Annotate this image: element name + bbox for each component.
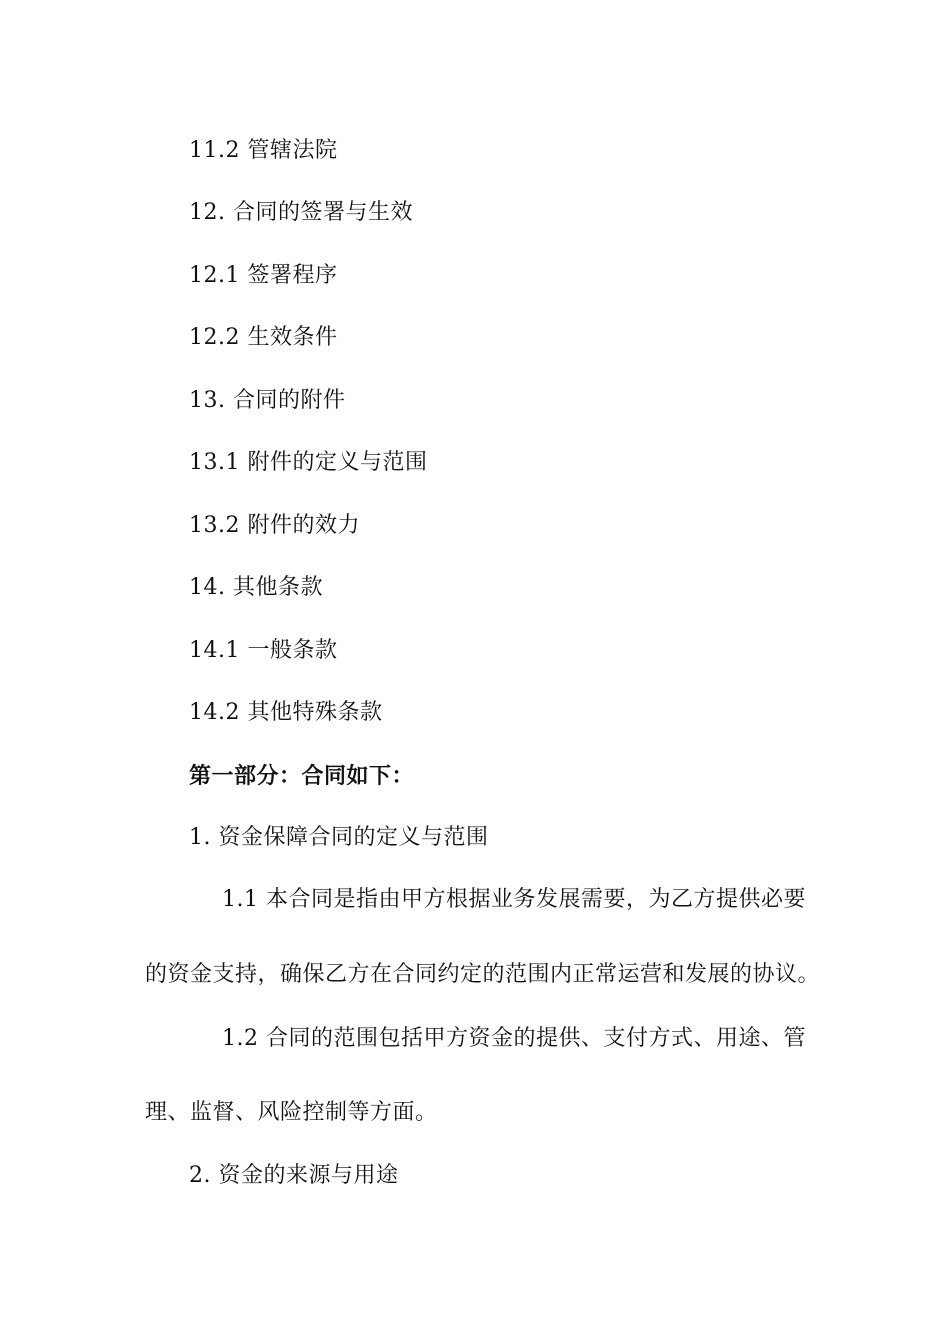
toc-item-13: 13. 合同的附件 — [189, 388, 346, 413]
toc-item-14-1: 14.1 一般条款 — [189, 638, 338, 663]
toc-item-12-1: 12.1 签署程序 — [189, 263, 338, 288]
clause-1-2-line-2: 理、监督、风险控制等方面。 — [145, 1100, 438, 1125]
clause-1-1-line-2: 的资金支持，确保乙方在合同约定的范围内正常运营和发展的协议。 — [145, 962, 821, 987]
toc-item-11-2: 11.2 管辖法院 — [189, 138, 338, 163]
toc-item-12: 12. 合同的签署与生效 — [189, 200, 413, 225]
toc-item-14-2: 14.2 其他特殊条款 — [189, 700, 383, 725]
section-1-heading: 1. 资金保障合同的定义与范围 — [189, 825, 489, 850]
toc-item-14: 14. 其他条款 — [189, 575, 323, 600]
clause-1-1-line-1: 1.1 本合同是指由甲方根据业务发展需要，为乙方提供必要 — [222, 887, 806, 912]
toc-item-13-1: 13.1 附件的定义与范围 — [189, 450, 428, 475]
part-heading: 第一部分：合同如下： — [189, 763, 415, 789]
clause-1-2-line-1: 1.2 合同的范围包括甲方资金的提供、支付方式、用途、管 — [222, 1026, 806, 1051]
toc-item-13-2: 13.2 附件的效力 — [189, 513, 360, 538]
toc-item-12-2: 12.2 生效条件 — [189, 325, 338, 350]
section-2-heading: 2. 资金的来源与用途 — [189, 1163, 399, 1188]
